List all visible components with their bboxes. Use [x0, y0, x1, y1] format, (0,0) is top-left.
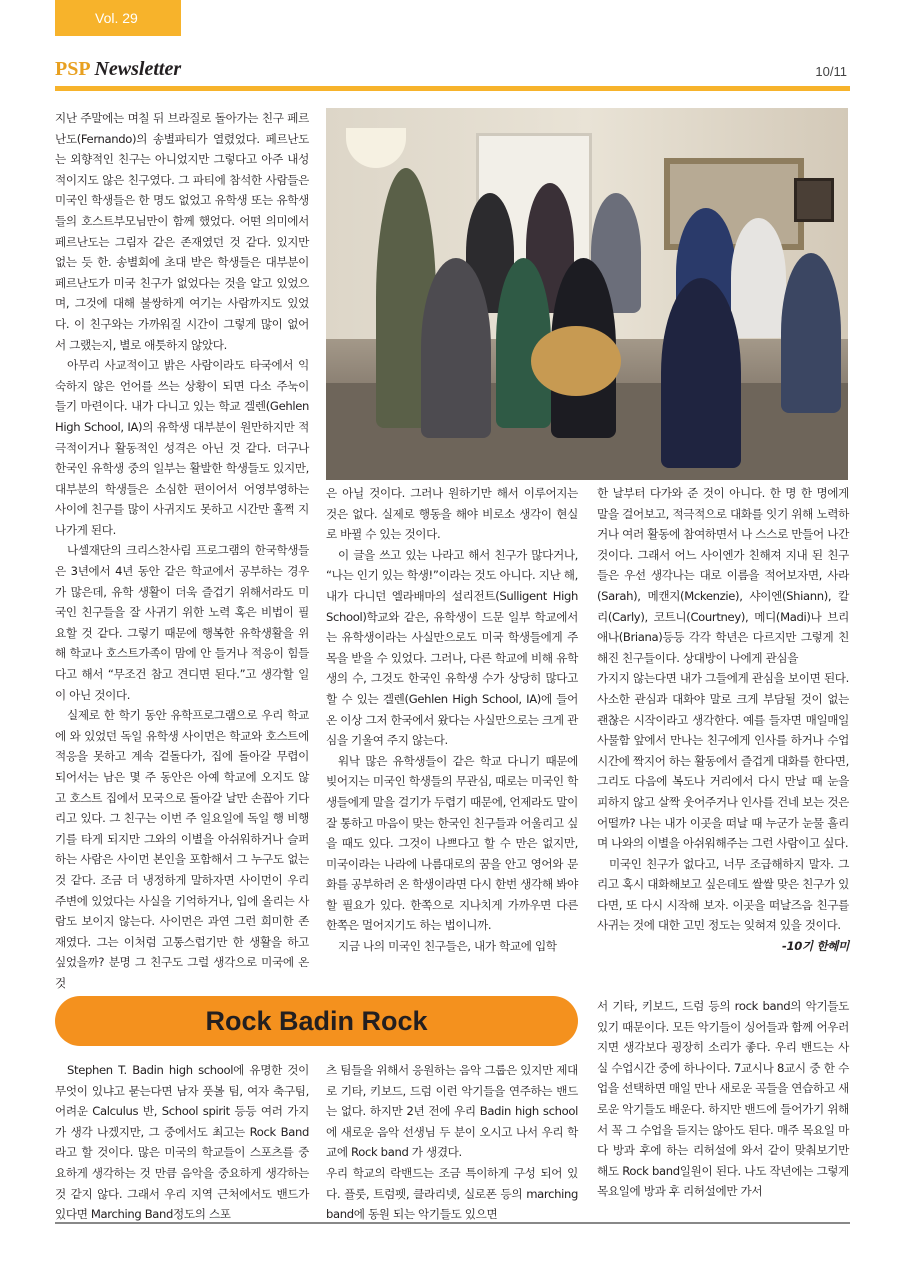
- paragraph: 가지지 않는다면 내가 그들에게 관심을 보이면 된다. 사소한 관심과 대화야 말로 크게 부담될 것이 없는 괜찮은 시작이라고 생각한다. 예를 들자면 매일매일 사물함 앞에서 만나는 친구에게 인사를 하거나 수업시간에 짝지어 하는 활동에서 즐겁게 대화를 한다면, 그리도 다음에 복도나 거리에서 다시 만날 때 눈을 피하지 않고 살짝 웃어주거나 인사를 건네 보는 것은 어떨까? 나는 내가 이곳을 떠날 때 누군가 눈물 흘리며 나와의 이별을 아쉬워해주는 그런 사람이고 싶다.: [597, 671, 849, 851]
- footer-rule: [55, 1222, 850, 1224]
- author-signature: -10기 한혜미: [782, 939, 849, 954]
- paragraph: 미국인 친구가 없다고, 너무 조급해하지 말자. 그리고 혹시 대화해보고 싶은데도 쌀쌀 맞은 친구가 있다면, 또 다시 시작해 보자. 이곳을 떠날즈음 친구를 사귀는 것에 대한 고민 정도는 잊혀져 있을 것이다.: [597, 856, 849, 933]
- header-rule: [55, 86, 850, 91]
- paragraph: 지난 주말에는 며칠 뒤 브라질로 돌아가는 친구 페르난도(Fernando)의 송별파티가 열렸었다. 페르난도는 외향적인 친구는 아니었지만 그렇다고 아주 내성적이지도 않은 친구였다. 그 파티에 참석한 사람들은 미국인 학생들은 한 명도 없었고 유학생 또는 유학생들의 호스트부모님만이 함께 했었다. 어떤 의미에서 페르난도는 그림자 같은 존재였던 것 같다. 있지만 없는 듯 한. 송별회에 초대 받은 학생들은 대부분이 페르난도가 미국 친구가 없었다는 것을 알고 있었으며, 그것에 대해 불쌍하게 여기는 사람까지도 있었다. 이 친구와는 가까워질 시간이 그렇게 많이 없어서 그랬는지, 별로 애틋하지 않았다.: [55, 111, 309, 352]
- brand-psp: PSP: [55, 58, 90, 80]
- paragraph: 나셀재단의 크리스찬사림 프로그램의 한국학생들은 3년에서 4년 동안 같은 학교에서 공부하는 경우가 많은데, 유학 생활이 더욱 즐겁기 위해서라도 미국인 친구들을 잘 사귀기 위한 노력 혹은 비법이 필요할 것 같다. 그렇기 때문에 행복한 유학생활을 위해 학교나 호스트가족이 맘에 안 들거나 적응이 힘들다고 해서 “무조건 참고 견디면 된다.”고 생각할 일이 아닌 것이다.: [55, 543, 309, 702]
- paragraph: 우리 학교의 락밴드는 조금 특이하게 구성 되어 있다. 플룻, 트럼펫, 클라리넷, 실로폰 등의 marching band에 동원 되는 악기들도 있으면: [326, 1165, 578, 1222]
- paragraph: 워낙 많은 유학생들이 같은 학교 다니기 때문에 빚어지는 미국인 학생들의 무관심, 때로는 미국인 학생들에게 말을 걸기가 두렵기 때문에, 언제라도 말이 잘 통하고 마음이 맞는 한국인 친구들과 어울리고 싶을 때도 있다. 그것이 나쁘다고 할 수 만은 없지만, 미국이라는 나라에 나름대로의 꿈을 안고 영어와 문화를 공부하러 온 학생이라면 다시 한번 생각해 봐야 할 필요가 있다. 한쪽으로 지나치게 가까우면 다른 한쪽은 멀어지기도 하는 법이니까.: [326, 753, 578, 933]
- guitar: [531, 326, 621, 396]
- article1-column-1: [55, 108, 309, 994]
- person-silhouette: [781, 253, 841, 413]
- article2-column-2: [326, 1060, 578, 1225]
- article1-column-3: [597, 483, 849, 957]
- paragraph: 실제로 한 학기 동안 유학프로그램으로 우리 학교에 와 있었던 독일 유학생 사이먼은 학교와 호스트에 적응을 못하고 계속 겉돌다가, 집에 돌아갈 무렵이 되어서는 남은 몇 주 동안은 아예 학교에 오지도 않고 호스트 집에서 모국으로 돌아갈 날만 손꼽아 기다리고 있다. 그 친구는 이번 주 일요일에 독일 행 비행기를 타게 되지만 그와의 이별을 아쉬워하거나 슬퍼하는 사람은 사이먼 본인을 포함해서 그 누구도 없는 것 같다. 조금 더 냉정하게 말하자면 사이먼이 우리 주변에 있었다는 사실을 기억하거나, 입에 올리는 사람도 보이지 않는다. 사이먼은 과연 그런 희미한 존재였다. 그는 이처럼 고통스럽기만 한 생활을 하고 싶었을까? 분명 그 친구도 그럴 생각으로 미국에 온 것: [55, 708, 309, 990]
- issue-date: 10/11: [815, 64, 847, 79]
- article1-column-2: [326, 483, 578, 957]
- article2-column-3: [597, 996, 849, 1202]
- paragraph: 한 날부터 다가와 준 것이 아니다. 한 명 한 명에게 말을 걸어보고, 적극적으로 대화를 잇기 위해 노력하거나 여러 활동에 참여하면서 나 스스로 만들어 나간 것이다. 그래서 어느 사이엔가 친해져 지내 된 친구들은 우선 생각나는 대로 이름을 적어보자면, 사라(Sarah), 메캔지(Mckenzie), 샤이엔(Shiann), 칼리(Carly), 코트니(Courtney), 메디(Madi)나 브리애나(Briana)등등 각각 학년은 다르지만 그렇게 친해진 친구들이다. 상대방이 나에게 관심을: [597, 486, 849, 665]
- newsletter-title: [55, 58, 181, 81]
- paragraph: 이 글을 쓰고 있는 나라고 해서 친구가 많다거나, “나는 인기 있는 학생!”이라는 것도 아니다. 지난 해, 내가 다니던 엘라배마의 설리전트(Sulligent High School)학교와 같은, 유학생이 드문 일부 학교에서는 유학생이라는 사실만으로도 미국 학생들에게 주목을 받을 수 있었다. 그러나, 다른 학교에 비해 유학생의 수, 그것도 한국인 유학생 수가 상당히 많다고 할 수 있는 겔렌(Gehlen High School, IA)에 들어온 이상 그저 한국에서 왔다는 사실만으로는 크게 관심을 기울여 주지 않는다.: [326, 547, 578, 748]
- brand-newsletter: Newsletter: [94, 58, 182, 80]
- photo-frame: [794, 178, 834, 222]
- person-silhouette: [661, 278, 741, 468]
- paragraph: 아무리 사교적이고 밝은 사람이라도 타국에서 익숙하지 않은 언어를 쓰는 상황이 되면 다소 주눅이 들기 마련이다. 내가 다니고 있는 학교 겔렌(Gehlen High School, IA)의 유학생 대부분이 원만하지만 적극적이거나 활동적인 성격은 아닌 것 같다. 더구나 한국인 유학생 중의 일부는 활발한 학생들도 있지만, 대부분의 학생들은 소심한 편이어서 어영부영하는 사이에 친구를 많이 사귀지도 못하고 시간만 훌쩍 지나가게 된다.: [55, 358, 309, 537]
- paragraph: 서 기타, 키보드, 드럼 등의 rock band의 악기들도 있기 때문이다. 모든 악기들이 싱어들과 함께 어우러지면 생각보다 굉장히 소리가 좋다. 우리 밴드는 사실 수업시간 중에 하나이다. 7교시나 8교시 중 한 수업을 선택하면 매일 만나 새로운 곡들을 연습하고 새로운 악기들도 배운다. 하지만 밴드에 들어가기 위해서 꼭 그 수업을 듣지는 않아도 된다. 매주 목요일 마다 방과 후에 하는 리허설에 와서 같이 맞춰보기만 해도 Rock band일원이 된다. 나도 작년에는 그렇게 목요일에 방과 후 리허설에만 가서: [597, 999, 849, 1199]
- volume-tab: Vol. 29: [55, 0, 181, 36]
- article2-title: Rock Badin Rock: [55, 996, 578, 1046]
- paragraph: Stephen T. Badin high school에 유명한 것이 무엇이 있냐고 묻는다면 남자 풋볼 팀, 여자 축구팀, 어려운 Calculus 반, School spirit 등등 여러 가지가 생각 나겠지만, 그 중에서도 최고는 Rock Band라고 할 것이다. 많은 미국의 학교들이 스포츠를 중요하게 생각하는 것 만큼 음악을 중요하게 생각하는 것 같지 않다. 그래서 우리 지역 근처에서도 밴드가 있다면 Marching Band정도의 스포: [55, 1063, 309, 1222]
- paragraph: 지금 나의 미국인 친구들은, 내가 학교에 입학: [338, 939, 557, 954]
- person-silhouette: [421, 258, 491, 438]
- article2-column-1: [55, 1060, 309, 1225]
- person-silhouette: [731, 218, 786, 338]
- paragraph: 은 아닐 것이다. 그러나 원하기만 해서 이루어지는 것은 없다. 실제로 행동을 해야 비로소 생각이 현실로 바뀔 수 있는 것이다.: [326, 486, 578, 542]
- group-photo: [326, 108, 848, 480]
- paragraph: 츠 팀들을 위해서 응원하는 음악 그룹은 있지만 제대로 기타, 키보드, 드럼 이런 악기들을 연주하는 밴드는 없다. 하지만 2년 전에 우리 Badin high school에 새로운 음악 선생님 두 분이 오시고 나서 우리 학교에 Rock band 가 생겼다.: [326, 1063, 578, 1160]
